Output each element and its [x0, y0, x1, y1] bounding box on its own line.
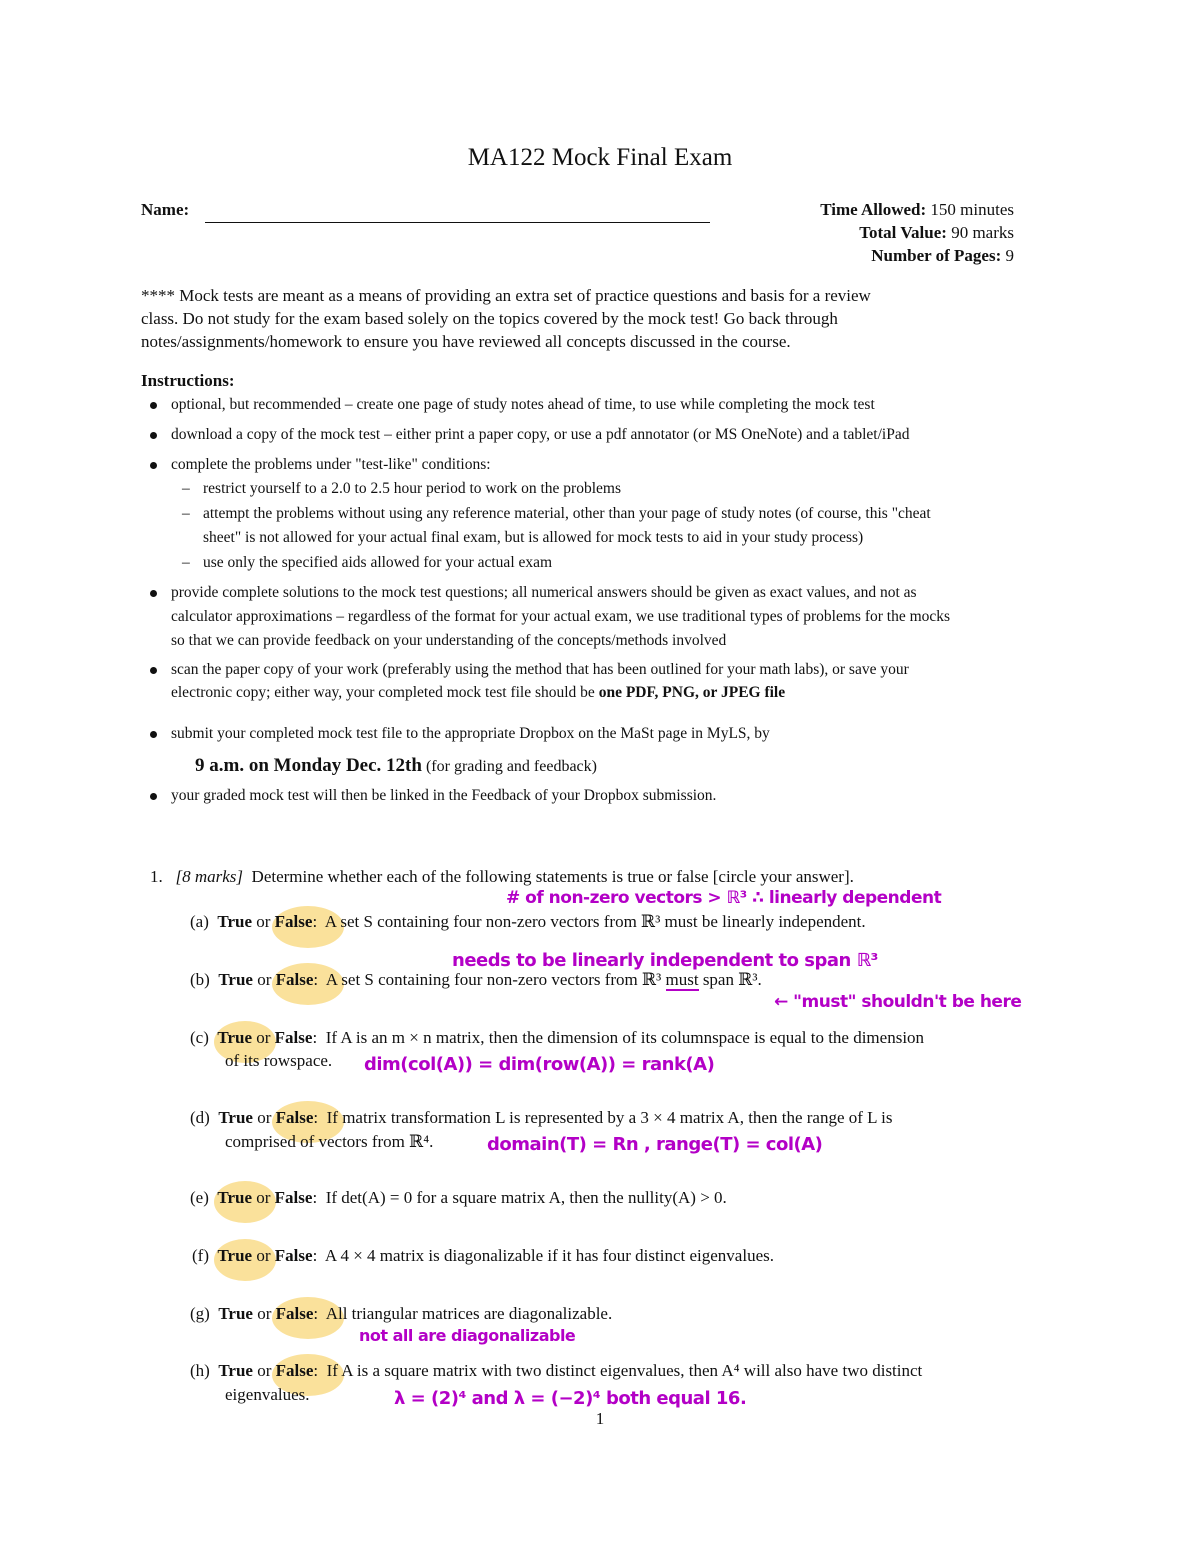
handwritten-note-a: # of non-zero vectors > ℝ³ ∴ linearly dependent [506, 888, 942, 908]
bullet [150, 432, 157, 439]
false-option[interactable]: False [274, 1188, 313, 1207]
item-label: (d) [190, 1108, 210, 1127]
instruction-3-sub-2-line-1: attempt the problems without using any reference material, other than your page of study notes (of course, this "cheat [203, 505, 931, 522]
item-text: If A is a square matrix with two distinct eigenvalues, then A⁴ will also have two distinct [326, 1361, 923, 1380]
item-g: (g) True or False: All triangular matrices are diagonalizable. [190, 1304, 613, 1323]
instruction-6: submit your completed mock test file to the appropriate Dropbox on the MaSt page in MyLS, by [171, 725, 770, 742]
false-option[interactable]: False [274, 1028, 313, 1047]
pages-value: 9 [1005, 246, 1014, 265]
instruction-3-sub-2-line-2: sheet" is not allowed for your actual final exam, but is allowed for mock tests to aid in your study process) [203, 529, 864, 546]
true-option[interactable]: True [218, 1361, 253, 1380]
file-format: one PDF, PNG, or JPEG file [598, 684, 786, 701]
intro-line-1: **** Mock tests are meant as a means of providing an extra set of practice questions and basis for a review [141, 286, 871, 305]
name-label: Name: [141, 200, 190, 219]
underlined-must: must [665, 970, 699, 989]
instruction-3-sub-3: use only the specified aids allowed for your actual exam [203, 554, 553, 571]
false-option[interactable]: False [275, 1108, 314, 1127]
deadline [195, 755, 597, 777]
handwritten-note-b: needs to be linearly independent to span ℝ³ [452, 950, 878, 971]
time-value: 150 minutes [930, 200, 1014, 219]
false-option[interactable]: False [275, 970, 314, 989]
handwritten-note-d: domain(T) = Rn , range(T) = col(A) [487, 1134, 823, 1155]
false-option[interactable]: False [275, 1361, 314, 1380]
dash: – [182, 505, 190, 522]
handwritten-note-c: dim(col(A)) = dim(row(A)) = rank(A) [364, 1054, 715, 1075]
or-text: or [257, 1304, 272, 1323]
item-label: (e) [190, 1188, 209, 1207]
true-option[interactable]: True [218, 1304, 253, 1323]
or-text: or [256, 912, 271, 931]
item-f: (f) True or False: A 4 × 4 matrix is diagonalizable if it has four distinct eigenvalues. [192, 1246, 774, 1265]
deadline-date: 9 a.m. on Monday Dec. 12th [195, 755, 422, 776]
intro-line-3: notes/assignments/homework to ensure you have reviewed all concepts discussed in the course. [141, 332, 791, 351]
page-title: MA122 Mock Final Exam [467, 144, 733, 171]
item-label: (a) [190, 912, 209, 931]
item-b: (b) True or False: A set S containing four non-zero vectors from ℝ³ must span ℝ³. [190, 970, 762, 989]
item-label: (c) [190, 1028, 209, 1047]
item-h: (h) True or False: If A is a square matrix with two distinct eigenvalues, then A⁴ will also have two distinct [190, 1361, 923, 1380]
intro-line-2: class. Do not study for the exam based solely on the topics covered by the mock test! Go back through [141, 309, 838, 328]
item-text: If A is an m × n matrix, then the dimension of its columnspace is equal to the dimension [325, 1028, 925, 1047]
bullet [150, 731, 157, 738]
item-label: (h) [190, 1361, 210, 1380]
false-option[interactable]: False [274, 912, 313, 931]
handwritten-note-b2: ← "must" shouldn't be here [774, 992, 1022, 1012]
question-prompt: Determine whether each of the following statements is true or false [circle your answer]. [251, 867, 854, 886]
instruction-5-text: electronic copy; either way, your completed mock test file should be [171, 684, 595, 701]
handwritten-note-h: λ = (2)⁴ and λ = (−2)⁴ both equal 16. [394, 1388, 747, 1409]
or-text: or [257, 1361, 272, 1380]
item-label: (b) [190, 970, 210, 989]
instruction-3: complete the problems under "test-like" conditions: [171, 456, 491, 473]
false-option[interactable]: False [275, 1304, 314, 1323]
instruction-4-line-1: provide complete solutions to the mock test questions; all numerical answers should be given as exact values, and not as [171, 584, 917, 601]
item-text: A 4 × 4 matrix is diagonalizable if it has four distinct eigenvalues. [324, 1246, 774, 1265]
time-allowed [820, 200, 1014, 220]
or-text: or [256, 1028, 271, 1047]
item-d-line-2: comprised of vectors from ℝ⁴. [225, 1132, 434, 1151]
item-text: A set S containing four non-zero vectors from ℝ³ must be linearly independent. [324, 912, 866, 931]
instructions-heading: Instructions: [141, 371, 235, 390]
or-text: or [256, 1188, 271, 1207]
bullet [150, 462, 157, 469]
time-label: Time Allowed: [820, 200, 927, 219]
number-of-pages [871, 246, 1014, 266]
instruction-5-line-1: scan the paper copy of your work (preferably using the method that has been outlined for your math labs), or save your [171, 661, 909, 678]
item-c: (c) True or False: If A is an m × n matrix, then the dimension of its columnspace is equal to the dimension [190, 1028, 925, 1047]
value-value: 90 marks [951, 223, 1014, 242]
or-text: or [257, 970, 272, 989]
item-e: (e) True or False: If det(A) = 0 for a square matrix A, then the nullity(A) > 0. [190, 1188, 727, 1207]
instruction-2: download a copy of the mock test – either print a paper copy, or use a pdf annotator (or MS OneNote) and a tablet/iPad [171, 426, 910, 443]
bullet [150, 667, 157, 674]
true-option[interactable]: True [217, 912, 252, 931]
item-h-line-2: eigenvalues. [225, 1385, 310, 1404]
name-underline[interactable] [205, 222, 710, 223]
true-option[interactable]: True [217, 1028, 252, 1047]
page-number: 1 [595, 1409, 605, 1428]
instruction-5-line-2 [171, 684, 785, 702]
item-text: All triangular matrices are diagonalizable. [325, 1304, 613, 1323]
instruction-1: optional, but recommended – create one page of study notes ahead of time, to use while completing the mock test [171, 396, 875, 413]
item-label: (g) [190, 1304, 210, 1323]
bullet [150, 402, 157, 409]
value-label: Total Value: [859, 223, 947, 242]
total-value [859, 223, 1014, 243]
instruction-7: your graded mock test will then be linked in the Feedback of your Dropbox submission. [171, 787, 717, 804]
question-1-header [150, 867, 854, 887]
dash: – [182, 480, 190, 497]
false-option[interactable]: False [274, 1246, 313, 1265]
true-option[interactable]: True [218, 1108, 253, 1127]
or-text: or [257, 1108, 272, 1127]
true-option[interactable]: True [217, 1188, 252, 1207]
bullet [150, 590, 157, 597]
question-marks: [8 marks] [175, 867, 244, 886]
question-number: 1. [150, 867, 163, 886]
bullet [150, 793, 157, 800]
handwritten-note-g: not all are diagonalizable [359, 1326, 576, 1345]
or-text: or [256, 1246, 271, 1265]
pages-label: Number of Pages: [871, 246, 1002, 265]
item-text: If det(A) = 0 for a square matrix A, then the nullity(A) > 0. [325, 1188, 727, 1207]
item-a: (a) True or False: A set S containing four non-zero vectors from ℝ³ must be linearly independent. [190, 912, 866, 931]
dash: – [182, 554, 190, 571]
deadline-note: (for grading and feedback) [425, 758, 597, 775]
true-option[interactable]: True [218, 970, 253, 989]
item-text-end: span ℝ³. [698, 970, 762, 989]
item-text: If matrix transformation L is represented by a 3 × 4 matrix A, then the range of L is [326, 1108, 893, 1127]
true-option[interactable]: True [217, 1246, 253, 1265]
instruction-4-line-3: so that we can provide feedback on your understanding of the concepts/methods involved [171, 632, 727, 649]
item-c-line-2: of its rowspace. [225, 1051, 333, 1070]
item-label: (f) [192, 1246, 209, 1265]
item-d: (d) True or False: If matrix transformation L is represented by a 3 × 4 matrix A, then the range of L is [190, 1108, 893, 1127]
instruction-4-line-2: calculator approximations – regardless of the format for your actual exam, we use traditional types of problems for the mocks [171, 608, 951, 625]
item-text: A set S containing four non-zero vectors from ℝ³ [325, 970, 666, 989]
instruction-3-sub-1: restrict yourself to a 2.0 to 2.5 hour period to work on the problems [203, 480, 621, 497]
